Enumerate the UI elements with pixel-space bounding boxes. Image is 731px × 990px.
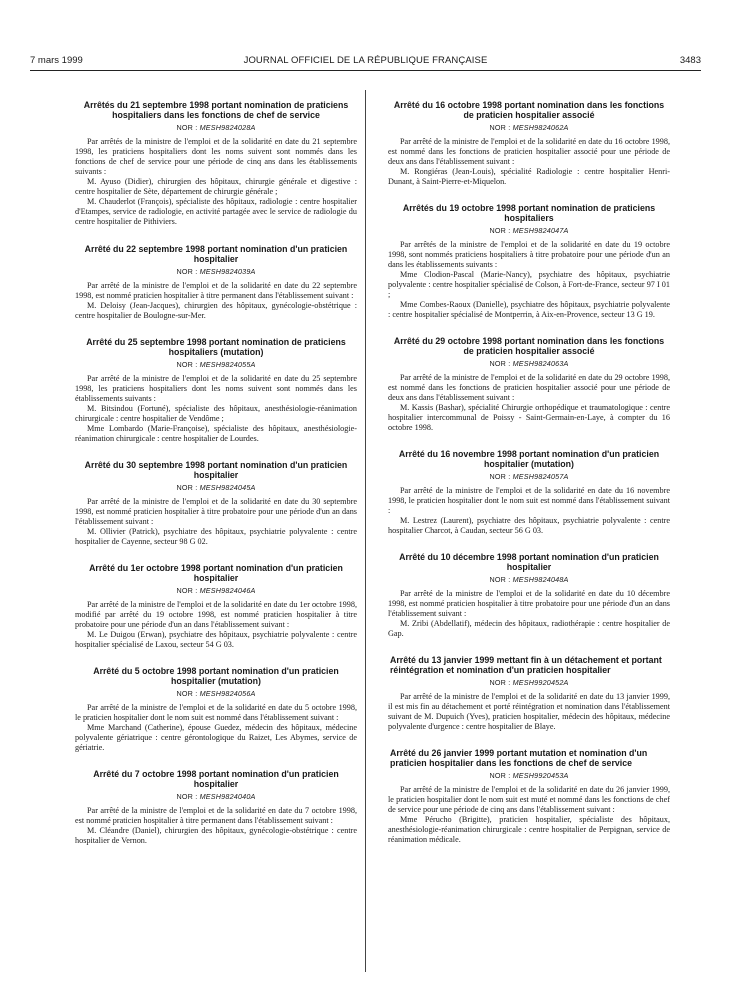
nor-code: MESH9824048A xyxy=(512,575,569,584)
article-title: Arrêté du 22 septembre 1998 portant nomination d'un praticien hospitalier xyxy=(84,244,348,264)
nor-label: NOR : xyxy=(176,123,198,132)
nor-label: NOR : xyxy=(176,586,198,595)
article-title: Arrêté du 7 octobre 1998 portant nomination d'un praticien hospitalier xyxy=(93,769,339,789)
nor-code: MESH9824039A xyxy=(199,267,256,276)
article-paragraph: Par arrêté de la ministre de l'emploi et de la solidarité en date du 1er octobre 1998, modifié par arrêté du 19 octobre 1998, est nommé praticien hospitalier à titre probatoire pour une période d'un an dans l'établissement suivant : xyxy=(75,600,357,629)
article-title: Arrêté du 5 octobre 1998 portant nomination d'un praticien hospitalier (mutation) xyxy=(93,666,339,686)
article-paragraph: M. Rongiéras (Jean-Louis), spécialité Radiologie : centre hospitalier Henri-Dunant, à Saint-Pierre-et-Miquelon. xyxy=(388,167,670,186)
article-paragraph: Mme Combes-Raoux (Danielle), psychiatre des hôpitaux, psychiatrie polyvalente : centre hospitalier spécialisé de Montperrin, à Aix-en-Provence, secteur 13 G 19. xyxy=(388,300,670,319)
article-paragraph: Mme Clodion-Pascal (Marie-Nancy), psychiatre des hôpitaux, psychiatrie polyvalente : centre hospitalier spécialisé de Colson, à Fort-de-France, secteur 97 I 01 ; xyxy=(388,270,670,299)
nor-label: NOR : xyxy=(489,678,511,687)
article-paragraph: Mme Marchand (Catherine), épouse Guedez, médecin des hôpitaux, médecine polyvalente gériatrique : centre gérontologique du Raizet, Les Abymes, service de gériatrie. xyxy=(75,723,357,752)
nor-label: NOR : xyxy=(489,123,511,132)
article-paragraph: M. Zribi (Abdellatif), médecin des hôpitaux, radiothérapie : centre hospitalier de Gap. xyxy=(388,619,670,638)
article-paragraph: Par arrêté de la ministre de l'emploi et de la solidarité en date du 30 septembre 1998, est nommé praticien hospitalier à titre probatoire pour une période d'un an dans l'établissement suivant : xyxy=(75,497,357,526)
nor-label: NOR : xyxy=(489,771,511,780)
nor-reference xyxy=(75,267,357,276)
article-paragraph: M. Le Duigou (Erwan), psychiatre des hôpitaux, psychiatrie polyvalente : centre hospitalier spécialisé de Laxou, secteur 54 G 03. xyxy=(75,630,357,649)
article xyxy=(75,769,357,846)
article xyxy=(75,460,357,547)
article xyxy=(388,655,670,732)
article-title: Arrêtés du 19 octobre 1998 portant nomination de praticiens hospitaliers xyxy=(402,203,656,223)
article xyxy=(388,552,670,639)
nor-label: NOR : xyxy=(176,792,198,801)
article xyxy=(75,244,357,321)
article-paragraph: Par arrêté de la ministre de l'emploi et de la solidarité en date du 26 janvier 1999, le praticien hospitalier dont le nom suit est muté et nommé dans les fonctions de chef de service pour une période de cinq ans dans l'établissement suivant : xyxy=(388,785,670,814)
article xyxy=(388,100,670,187)
article-paragraph: Par arrêté de la ministre de l'emploi et de la solidarité en date du 7 octobre 1998, est nommé praticien hospitalier à titre permanent dans l'établissement suivant : xyxy=(75,806,357,825)
nor-code: MESH9824057A xyxy=(512,472,569,481)
nor-code: MESH9824046A xyxy=(199,586,256,595)
article-paragraph: Mme Lombardo (Marie-Françoise), spécialiste des hôpitaux, anesthésiologie-réanimation chirurgicale : centre hospitalier de Lourdes. xyxy=(75,424,357,443)
article xyxy=(388,336,670,433)
nor-reference xyxy=(75,483,357,492)
nor-label: NOR : xyxy=(489,226,511,235)
nor-reference xyxy=(388,359,670,368)
page-header xyxy=(30,55,701,69)
article xyxy=(75,337,357,444)
article xyxy=(388,748,670,845)
article-paragraph: Par arrêté de la ministre de l'emploi et de la solidarité en date du 16 novembre 1998, le praticien hospitalier dont le nom suit est nommé dans l'établissement suivant : xyxy=(388,486,670,515)
nor-code: MESH9824028A xyxy=(199,123,256,132)
article-paragraph: M. Lestrez (Laurent), psychiatre des hôpitaux, psychiatrie polyvalente : centre hospitalier Charcot, à Caudan, secteur 56 G 03. xyxy=(388,516,670,535)
nor-code: MESH9920453A xyxy=(512,771,569,780)
header-date: 7 mars 1999 xyxy=(30,55,83,66)
article-paragraph: Par arrêté de la ministre de l'emploi et de la solidarité en date du 16 octobre 1998, est nommé dans les fonctions de praticien hospitalier associé pour une période de deux ans dans l'établissement suivant : xyxy=(388,137,670,166)
article-paragraph: Par arrêté de la ministre de l'emploi et de la solidarité en date du 13 janvier 1999, il est mis fin au détachement et porté réintégration et nomination dans l'établissement suivant de M. Dupuich (Yves), praticien hospitalier, médecin des hôpitaux, médecine polyvalente d'urgence : centre hospitalier de Blaye. xyxy=(388,692,670,731)
nor-reference xyxy=(388,123,670,132)
article xyxy=(75,666,357,753)
article-title: Arrêté du 10 décembre 1998 portant nomination d'un praticien hospitalier xyxy=(399,552,659,572)
nor-reference xyxy=(388,472,670,481)
article-title: Arrêté du 1er octobre 1998 portant nomination d'un praticien hospitalier xyxy=(89,563,343,583)
nor-code: MESH9824055A xyxy=(199,360,256,369)
article-paragraph: Par arrêté de la ministre de l'emploi et de la solidarité en date du 25 septembre 1998, les praticiens hospitaliers dont les noms suivent sont nommés dans les établissements suivants : xyxy=(75,374,357,403)
nor-label: NOR : xyxy=(176,267,198,276)
article-title: Arrêté du 13 janvier 1999 mettant fin à un détachement et portant réintégration et nomination d'un praticien hospitalier xyxy=(390,655,662,675)
article-paragraph: Par arrêtés de la ministre de l'emploi et de la solidarité en date du 21 septembre 1998, les praticiens hospitaliers dont les noms suivent sont nommés dans les fonctions de chef de service pour une période de cinq ans dans les établissements suivants : xyxy=(75,137,357,176)
nor-label: NOR : xyxy=(176,360,198,369)
nor-code: MESH9824056A xyxy=(199,689,256,698)
article-title: Arrêté du 30 septembre 1998 portant nomination d'un praticien hospitalier xyxy=(84,460,348,480)
nor-code: MESH9824062A xyxy=(512,123,569,132)
header-rule xyxy=(30,70,701,71)
nor-code: MESH9920452A xyxy=(512,678,569,687)
nor-label: NOR : xyxy=(489,359,511,368)
column-divider xyxy=(365,90,366,972)
nor-reference xyxy=(75,123,357,132)
nor-reference xyxy=(388,678,670,687)
article-title: Arrêté du 26 janvier 1999 portant mutation et nomination d'un praticien hospitalier dans les fonctions de chef de service xyxy=(390,748,648,768)
article-paragraph: Par arrêté de la ministre de l'emploi et de la solidarité en date du 10 décembre 1998, est nommé praticien hospitalier à titre probatoire pour une période d'un an dans l'établissement suivant : xyxy=(388,589,670,618)
article-title: Arrêté du 16 novembre 1998 portant nomination d'un praticien hospitalier (mutation) xyxy=(398,449,660,469)
article xyxy=(75,100,357,227)
article xyxy=(388,203,670,320)
nor-reference xyxy=(75,689,357,698)
nor-reference xyxy=(388,575,670,584)
nor-label: NOR : xyxy=(176,483,198,492)
nor-reference xyxy=(388,226,670,235)
nor-reference xyxy=(75,792,357,801)
nor-code: MESH9824045A xyxy=(199,483,256,492)
left-column xyxy=(75,100,357,846)
right-column xyxy=(388,100,670,845)
nor-reference xyxy=(388,771,670,780)
nor-label: NOR : xyxy=(489,575,511,584)
article xyxy=(388,449,670,536)
article-paragraph: Par arrêté de la ministre de l'emploi et de la solidarité en date du 5 octobre 1998, le praticien hospitalier dont le nom suit est nommé dans l'établissement suivant : xyxy=(75,703,357,722)
article-paragraph: Par arrêtés de la ministre de l'emploi et de la solidarité en date du 19 octobre 1998, sont nommés praticiens hospitaliers à titre probatoire pour une période d'un an dans les établissements suivants : xyxy=(388,240,670,269)
nor-label: NOR : xyxy=(489,472,511,481)
nor-label: NOR : xyxy=(176,689,198,698)
nor-code: MESH9824047A xyxy=(512,226,569,235)
article-paragraph: M. Ayuso (Didier), chirurgien des hôpitaux, chirurgie générale et digestive : centre hospitalier de Sète, département de chirurgie générale ; xyxy=(75,177,357,196)
article-paragraph: M. Ollivier (Patrick), psychiatre des hôpitaux, psychiatrie polyvalente : centre hospitalier de Cayenne, secteur 98 G 02. xyxy=(75,527,357,546)
article-paragraph: Par arrêté de la ministre de l'emploi et de la solidarité en date du 22 septembre 1998, est nommé praticien hospitalier à titre permanent dans l'établissement suivant : xyxy=(75,281,357,300)
article-title: Arrêté du 16 octobre 1998 portant nomination dans les fonctions de praticien hospitalier associé xyxy=(393,100,665,120)
nor-code: MESH9824040A xyxy=(199,792,256,801)
article-paragraph: M. Deloisy (Jean-Jacques), chirurgien des hôpitaux, gynécologie-obstétrique : centre hospitalier de Boulogne-sur-Mer. xyxy=(75,301,357,320)
header-journal-title: JOURNAL OFFICIEL DE LA RÉPUBLIQUE FRANÇAISE xyxy=(243,55,488,66)
article-paragraph: M. Cléandre (Daniel), chirurgien des hôpitaux, gynécologie-obstétrique : centre hospitalier de Vernon. xyxy=(75,826,357,845)
header-page-number: 3483 xyxy=(679,55,701,66)
article-title: Arrêté du 29 octobre 1998 portant nomination dans les fonctions de praticien hospitalier associé xyxy=(393,336,665,356)
nor-reference xyxy=(75,586,357,595)
article-paragraph: M. Kassis (Bashar), spécialité Chirurgie orthopédique et traumatologique : centre hospitalier intercommunal de Poissy - Saint-Germain-en-Laye, à compter du 16 octobre 1998. xyxy=(388,403,670,432)
nor-code: MESH9824063A xyxy=(512,359,569,368)
article-paragraph: Mme Pérucho (Brigitte), praticien hospitalier, spécialiste des hôpitaux, anesthésiologie-réanimation chirurgicale : centre hospitalier de Perpignan, service de réanimation médicale. xyxy=(388,815,670,844)
article-paragraph: M. Bitsindou (Fortuné), spécialiste des hôpitaux, anesthésiologie-réanimation chirurgicale : centre hospitalier de Vendôme ; xyxy=(75,404,357,423)
article-paragraph: Par arrêté de la ministre de l'emploi et de la solidarité en date du 29 octobre 1998, est nommé dans les fonctions de praticien hospitalier associé pour une période de deux ans dans l'établissement suivant : xyxy=(388,373,670,402)
article xyxy=(75,563,357,650)
article-paragraph: M. Chauderlot (François), spécialiste des hôpitaux, radiologie : centre hospitalier d'Etampes, service de radiologie, en activité partagée avec le service de radiologie du centre hospitalier de Pithiviers. xyxy=(75,197,357,226)
article-title: Arrêté du 25 septembre 1998 portant nomination de praticiens hospitaliers (mutation) xyxy=(86,337,346,357)
article-title: Arrêtés du 21 septembre 1998 portant nomination de praticiens hospitaliers dans les fonctions de chef de service xyxy=(83,100,349,120)
nor-reference xyxy=(75,360,357,369)
